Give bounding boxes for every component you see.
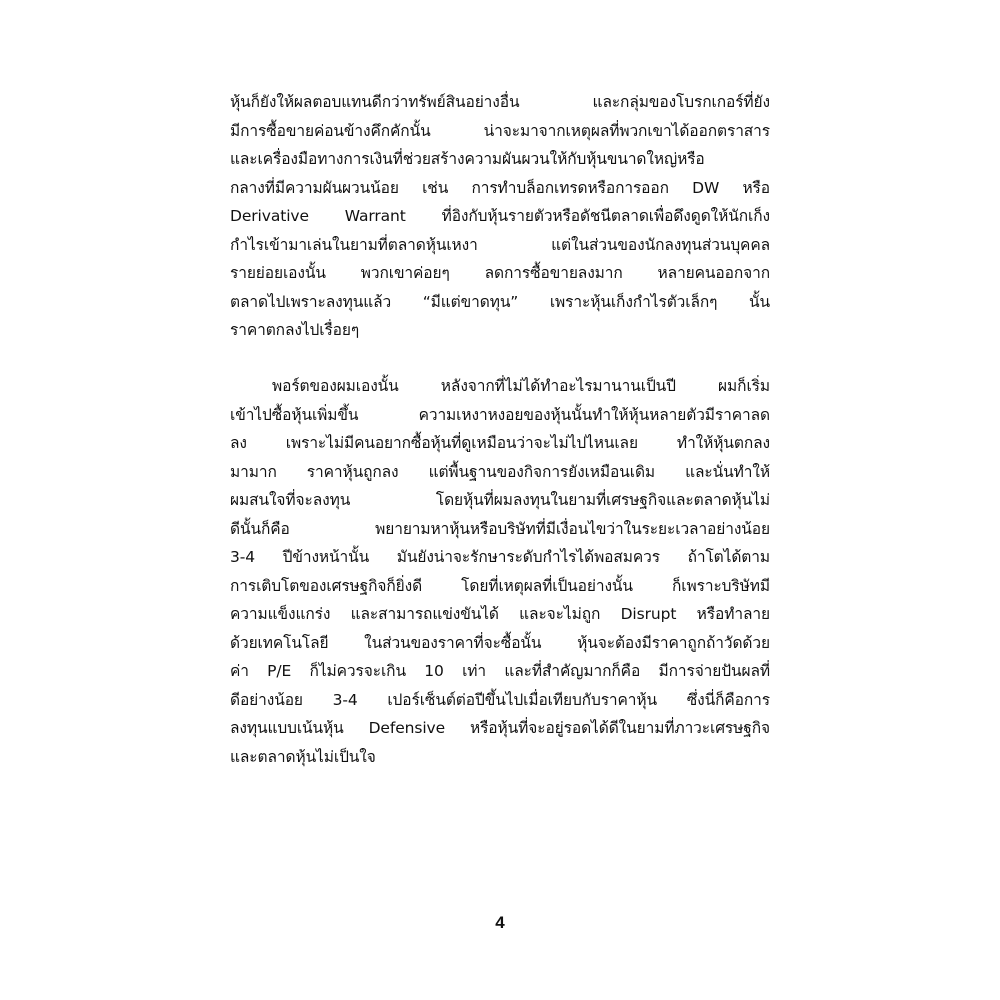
paragraph-2-line: ค่า P/E ก็ไม่ควรจะเกิน 10 เท่า และที่สำคัญมากก็คือ มีการจ่ายปันผลที่: [230, 662, 770, 680]
paragraph-2-line: มามาก ราคาหุ้นถูกลง แต่พื้นฐานของกิจการยังเหมือนเดิม และนั่นทำให้: [230, 462, 770, 481]
paragraph-1: [230, 88, 770, 345]
paragraph-2-line: พอร์ตของผมเองนั้น หลังจากที่ไม่ได้ทำอะไรมานานเป็นปี ผมก็เริ่ม: [272, 377, 770, 395]
paragraph-2-line: เข้าไปซื้อหุ้นเพิ่มขึ้น ความเหงาหงอยของหุ้นนั้นทำให้หุ้นหลายตัวมีราคาลด: [230, 405, 770, 424]
paragraph-2: [230, 372, 770, 771]
paragraph-1-line: และเครื่องมือทางการเงินที่ช่วยสร้างความผันผวนให้กับหุ้นขนาดใหญ่หรือ: [230, 150, 705, 168]
paragraph-1-line: กำไรเข้ามาเล่นในยามที่ตลาดหุ้นเหงา แต่ในส่วนของนักลงทุนส่วนบุคคล: [230, 235, 770, 254]
page-number: 4: [495, 913, 505, 932]
paragraph-2-line: และตลาดหุ้นไม่เป็นใจ: [230, 747, 376, 766]
paragraph-2-line: ลง เพราะไม่มีคนอยากซื้อหุ้นที่ดูเหมือนว่าจะไม่ไปไหนเลย ทำให้หุ้นตกลง: [230, 434, 770, 452]
paragraph-2-line: ผมสนใจที่จะลงทุน โดยหุ้นที่ผมลงทุนในยามที่เศรษฐกิจและตลาดหุ้นไม่: [230, 491, 770, 509]
paragraph-1-line: กลางที่มีความผันผวนน้อย เช่น การทำบล็อกเทรดหรือการออก DW หรือ: [230, 178, 770, 197]
paragraph-2-line: ด้วยเทคโนโลยี ในส่วนของราคาที่จะซื้อนั้น หุ้นจะต้องมีราคาถูกถ้าวัดด้วย: [230, 633, 770, 652]
paragraph-1-line: รายย่อยเองนั้น พวกเขาค่อยๆ ลดการซื้อขายลงมาก หลายคนออกจาก: [230, 264, 770, 282]
paragraph-2-line: ดีอย่างน้อย 3-4 เปอร์เซ็นต์ต่อปีขึ้นไปเมื่อเทียบกับราคาหุ้น ซึ่งนี่ก็คือการ: [230, 690, 770, 709]
paragraph-2-line: ดีนั้นก็คือ พยายามหาหุ้นหรือบริษัทที่มีเงื่อนไขว่าในระยะเวลาอย่างน้อย: [230, 519, 770, 538]
paragraph-1-line: ตลาดไปเพราะลงทุนแล้ว “มีแต่ขาดทุน” เพราะหุ้นเก็งกำไรตัวเล็กๆ นั้น: [230, 292, 770, 311]
paragraph-1-line: ราคาตกลงไปเรื่อยๆ: [230, 321, 360, 339]
paragraph-2-line: การเติบโตของเศรษฐกิจก็ยิ่งดี โดยที่เหตุผลที่เป็นอย่างนั้น ก็เพราะบริษัทมี: [230, 576, 770, 595]
paragraph-2-line: ความแข็งแกร่ง และสามารถแข่งขันได้ และจะไม่ถูก Disrupt หรือทำลาย: [230, 605, 770, 623]
paragraph-2-line: ลงทุนแบบเน้นหุ้น Defensive หรือหุ้นที่จะอยู่รอดได้ดีในยามที่ภาวะเศรษฐกิจ: [230, 719, 770, 737]
paragraph-1-line: Derivative Warrant ที่อิงกับหุ้นรายตัวหรือดัชนีตลาดเพื่อดึงดูดให้นักเก็ง: [230, 207, 770, 225]
paragraph-1-line: หุ้นก็ยังให้ผลตอบแทนดีกว่าทรัพย์สินอย่างอื่น และกลุ่มของโบรกเกอร์ที่ยัง: [230, 93, 770, 111]
paragraph-2-line: 3-4 ปีข้างหน้านั้น มันยังน่าจะรักษาระดับกำไรได้พอสมควร ถ้าโตได้ตาม: [230, 548, 770, 566]
paragraph-1-line: มีการซื้อขายค่อนข้างคึกคักนั้น น่าจะมาจากเหตุผลที่พวกเขาได้ออกตราสาร: [230, 121, 770, 140]
